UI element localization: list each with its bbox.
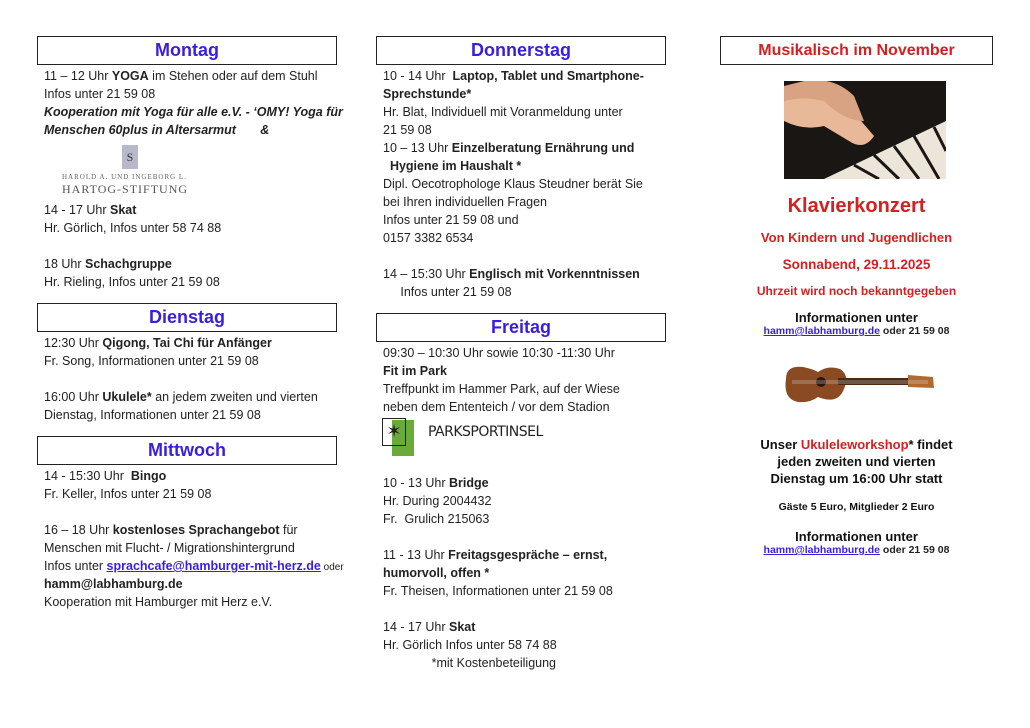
text-segment: Qigong, Tai Chi für Anfänger (102, 336, 272, 350)
text-segment: 21 59 08 (383, 123, 432, 137)
text-line (376, 103, 666, 121)
text-line (37, 255, 337, 273)
text-segment: Hr. During 2004432 (383, 494, 492, 508)
text-line (37, 334, 337, 352)
text-segment: kostenloses Sprachangebot (112, 523, 280, 537)
text-segment: 10 – 13 Uhr (383, 141, 452, 155)
text-line (376, 380, 666, 398)
text-segment: Skat (449, 620, 476, 634)
text-line (37, 485, 337, 503)
text-line (376, 546, 666, 564)
text-line (376, 618, 666, 636)
text-line (376, 229, 666, 247)
text-segment: 10 - 13 Uhr (383, 476, 450, 490)
info-label: Informationen unter (795, 310, 918, 325)
column-left (37, 36, 344, 611)
text-line (376, 67, 666, 85)
logo-top-text: HAROLD A. UND INGEBORG L. (62, 173, 187, 181)
text-segment: Fr. Song, Informationen unter 21 59 08 (44, 354, 259, 368)
text-segment: 14 - 17 Uhr (44, 203, 111, 217)
text-segment: 16 – 18 Uhr (44, 523, 113, 537)
phone-2: oder 21 59 08 (879, 544, 950, 556)
prices: Gäste 5 Euro, Mitglieder 2 Euro (778, 501, 935, 513)
text-segment: Hr. Görlich Infos unter 58 74 88 (383, 638, 557, 652)
text-segment: 11 – 12 Uhr (44, 69, 112, 83)
text-segment: Menschen mit Flucht- / Migrationshintergrund (44, 541, 295, 555)
ukulele-text (720, 436, 993, 487)
email-link[interactable]: hamm@labhamburg.de (763, 325, 880, 337)
ukulele-workshop-name: Ukuleleworkshop (800, 437, 909, 452)
text-line (376, 121, 666, 139)
day-header: Donnerstag (376, 36, 666, 65)
text-line (376, 344, 666, 362)
text-segment: im Stehen oder auf dem Stuhl (148, 69, 318, 83)
spacer (376, 456, 666, 474)
text-line (376, 283, 666, 301)
text-line (376, 474, 666, 492)
text-line (376, 211, 666, 229)
text-segment: Ukulele* (102, 390, 152, 404)
text-line (37, 521, 337, 539)
contact-line-2 (720, 544, 993, 556)
text-segment: Hr. Blat, Individuell mit Voranmeldung unter (383, 105, 623, 119)
text-line (37, 121, 337, 139)
text-segment: neben dem Ententeich / vor dem Stadion (383, 400, 610, 414)
text-line (37, 593, 337, 611)
column-right (720, 36, 993, 556)
text-segment: Dipl. Oecotrophologe Klaus Steudner berät Sie (383, 177, 643, 191)
text-line (376, 654, 666, 672)
text-segment: Treffpunkt im Hammer Park, auf der Wiese (383, 382, 620, 396)
text-segment: Laptop, Tablet und Smartphone- (452, 69, 644, 83)
phone: oder 21 59 08 (879, 325, 950, 337)
text-segment: *mit Kostenbeteiligung (383, 656, 557, 670)
logo-name-text: HARTOG-STIFTUNG (62, 182, 189, 196)
spacer (37, 424, 337, 436)
text-segment: Schachgruppe (85, 257, 172, 271)
text-segment: YOGA (111, 69, 149, 83)
hartog-stiftung-logo: S HAROLD A. UND INGEBORG L. HARTOG-STIFTUNG (62, 139, 337, 201)
spacer (37, 370, 337, 388)
text-segment: 16:00 Uhr (44, 390, 103, 404)
ukulele-pre: Unser (760, 437, 801, 452)
text-segment: Infos unter 21 59 08 (44, 87, 156, 101)
text-segment: Kooperation mit Yoga für alle e.V. - ‘OMY! Yoga für (44, 105, 343, 119)
concert-title: Klavierkonzert (787, 195, 926, 217)
text-segment: Hygiene im Haushalt * (383, 159, 522, 173)
text-segment: humorvoll, offen * (383, 566, 490, 580)
text-segment: 12:30 Uhr (44, 336, 103, 350)
text-segment: Fr. Theisen, Informationen unter 21 59 08 (383, 584, 613, 598)
logo-name-text: PARKSPORTINSEL (428, 424, 543, 440)
concert-date: Sonnabend, 29.11.2025 (782, 257, 931, 272)
text-line (37, 575, 337, 593)
text-line (37, 273, 337, 291)
day-header: Montag (37, 36, 337, 65)
text-line (376, 193, 666, 211)
piano-image (784, 81, 946, 179)
text-line (376, 582, 666, 600)
text-segment: Menschen 60plus in Altersarmut & (44, 123, 270, 137)
text-line (37, 557, 344, 575)
concert-subtitle: Von Kindern und Jugendlichen (760, 230, 953, 245)
text-segment: Infos unter 21 59 08 (383, 285, 512, 299)
text-segment: für (279, 523, 298, 537)
text-segment: oder (320, 562, 344, 573)
text-segment: an jedem zweiten und vierten (151, 390, 318, 404)
text-line (376, 492, 666, 510)
text-line (376, 564, 666, 582)
text-segment: Englisch mit Vorkenntnissen (469, 267, 640, 281)
spacer (37, 237, 337, 255)
text-segment: 14 - 17 Uhr (383, 620, 450, 634)
text-segment: Bingo (130, 469, 167, 483)
text-line (376, 175, 666, 193)
text-line (376, 157, 666, 175)
ukulele-line3: Dienstag um 16:00 Uhr statt (770, 471, 943, 486)
text-segment: Dienstag, Informationen unter 21 59 08 (44, 408, 261, 422)
text-segment: Infos unter (44, 559, 107, 573)
text-segment: Hr. Görlich, Infos unter 58 74 88 (44, 221, 222, 235)
spacer (37, 503, 337, 521)
text-line (37, 219, 337, 237)
text-segment: Bridge (449, 476, 489, 490)
ukulele-line2: jeden zweiten und vierten (777, 454, 936, 469)
contact-line (720, 325, 993, 337)
text-segment: Fr. Grulich 215063 (383, 512, 490, 526)
text-line (37, 467, 337, 485)
text-segment: Einzelberatung Ernährung und (451, 141, 635, 155)
spacer (376, 528, 666, 546)
text-segment: 11 - 13 Uhr (383, 548, 449, 562)
text-line (37, 67, 337, 85)
email-link[interactable]: sprachcafe@hamburger-mit-herz.de (106, 559, 321, 573)
text-line (376, 85, 666, 103)
text-segment: hamm@labhamburg.de (44, 577, 183, 591)
text-segment: Hr. Rieling, Infos unter 21 59 08 (44, 275, 220, 289)
text-line (37, 85, 337, 103)
column-middle (376, 36, 666, 672)
text-segment: 0157 3382 6534 (383, 231, 474, 245)
text-segment: bei Ihren individuellen Fragen (383, 195, 547, 209)
text-segment: Sprechstunde* (383, 87, 472, 101)
spacer (376, 247, 666, 265)
day-header: Mittwoch (37, 436, 337, 465)
text-segment: Fit im Park (383, 364, 447, 378)
music-header: Musikalisch im November (720, 36, 993, 65)
ukulele-image (778, 357, 938, 412)
text-segment: Freitagsgespräche – ernst, (448, 548, 608, 562)
text-segment: 10 - 14 Uhr (383, 69, 453, 83)
text-segment: Kooperation mit Hamburger mit Herz e.V. (44, 595, 273, 609)
text-segment: 09:30 – 10:30 Uhr sowie 10:30 -11:30 Uhr (383, 346, 615, 360)
parksportinsel-logo: ✶ PARKSPORTINSEL (376, 416, 666, 456)
day-header: Freitag (376, 313, 666, 342)
text-segment: 14 - 15:30 Uhr (44, 469, 131, 483)
text-line (376, 510, 666, 528)
text-line (376, 636, 666, 654)
spacer (376, 301, 666, 313)
text-segment: 18 Uhr (44, 257, 85, 271)
text-line (37, 406, 337, 424)
text-line (37, 201, 337, 219)
text-line (376, 139, 666, 157)
text-segment: Fr. Keller, Infos unter 21 59 08 (44, 487, 212, 501)
text-segment: 14 – 15:30 Uhr (383, 267, 470, 281)
info-label-2: Informationen unter (795, 529, 918, 544)
text-line (37, 103, 343, 121)
text-line (376, 362, 666, 380)
text-line (37, 539, 337, 557)
spacer (376, 600, 666, 618)
text-line (376, 265, 666, 283)
day-header: Dienstag (37, 303, 337, 332)
text-line (37, 388, 337, 406)
text-line (376, 398, 666, 416)
text-segment: Infos unter 21 59 08 und (383, 213, 519, 227)
concert-time: Uhrzeit wird noch bekanntgegeben (756, 284, 957, 298)
text-segment: Skat (110, 203, 137, 217)
text-line (37, 352, 337, 370)
email-link-2[interactable]: hamm@labhamburg.de (763, 544, 880, 556)
spacer (37, 291, 337, 303)
ukulele-post: * findet (908, 437, 953, 452)
